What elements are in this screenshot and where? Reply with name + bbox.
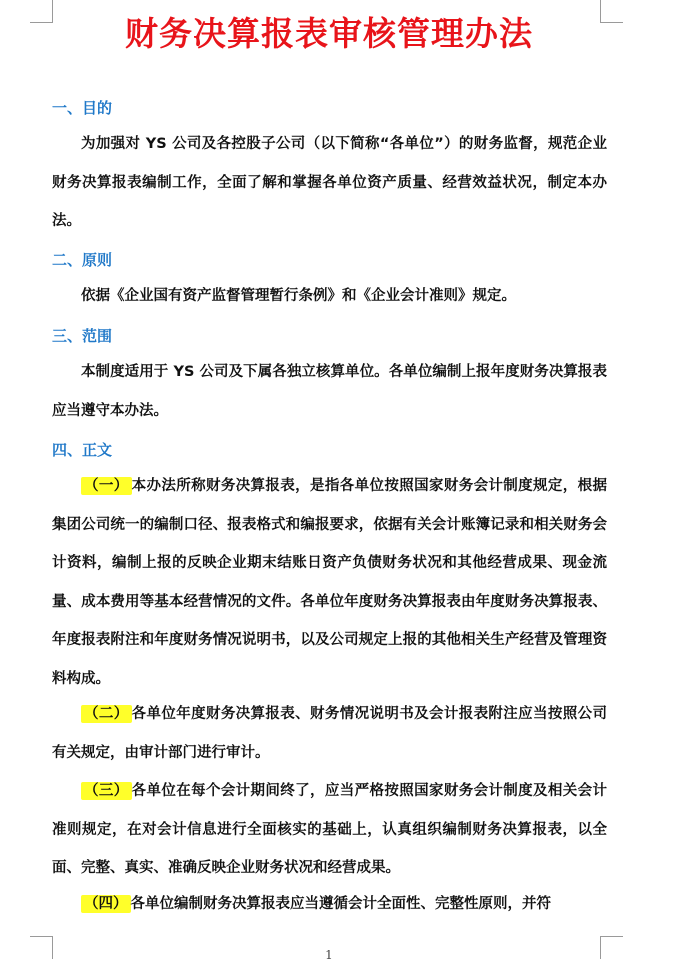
clause-4 [52,885,607,924]
clause-2-marker: （二） [81,705,132,723]
section-text-scope: 本制度适用于 YS 公司及下属各独立核算单位。各单位编制上报年度财务决算报表应当遵守本办法。 [52,364,607,419]
section-text-principle: 依据《企业国有资产监督管理暂行条例》和《企业会计准则》规定。 [81,288,516,304]
section-heading-scope: 三、范围 [52,327,113,345]
section-heading-principle: 二、原则 [52,251,113,269]
clause-2-text: 各单位年度财务决算报表、财务情况说明书及会计报表附注应当按照公司有关规定，由审计部门进行审计。 [52,706,608,761]
clause-4-marker: （四） [81,895,131,913]
clause-1-marker: （一） [81,477,132,495]
clause-3 [52,772,607,888]
page-number: 1 [325,948,333,962]
clause-3-marker: （三） [81,782,132,800]
section-heading-purpose: 一、目的 [52,99,113,117]
clause-1-text: 本办法所称财务决算报表，是指各单位按照国家财务会计制度规定，根据集团公司统一的编制口径、报表格式和编报要求，依据有关会计账簿记录和相关财务会计资料，编制上报的反映企业期末结账日资产负债财务状况和其他经营成果、现金流量、成本费用等基本经营情况的文件。各单位年度财务决算报表由年度财务决算报表、年度报表附注和年度财务情况说明书，以及公司规定上报的其他相关生产经营及管理资料构成。 [52,478,608,687]
document-title: 财务决算报表审核管理办法 [125,14,533,53]
clause-4-text: 各单位编制财务决算报表应当遵循会计全面性、完整性原则，并符 [130,896,551,912]
clause-3-text: 各单位在每个会计期间终了，应当严格按照国家财务会计制度及相关会计准则规定，在对会计信息进行全面核实的基础上，认真组织编制财务决算报表，以全面、完整、真实、准确反映企业财务状况和经营成果。 [52,783,608,876]
section-heading-main-text: 四、正文 [52,441,113,459]
clause-2 [52,695,607,772]
clause-1 [52,467,607,698]
section-text-purpose: 为加强对 YS 公司及各控股子公司（以下简称“各单位”）的财务监督，规范企业财务决算报表编制工作，全面了解和掌握各单位资产质量、经营效益状况，制定本办法。 [52,136,607,229]
